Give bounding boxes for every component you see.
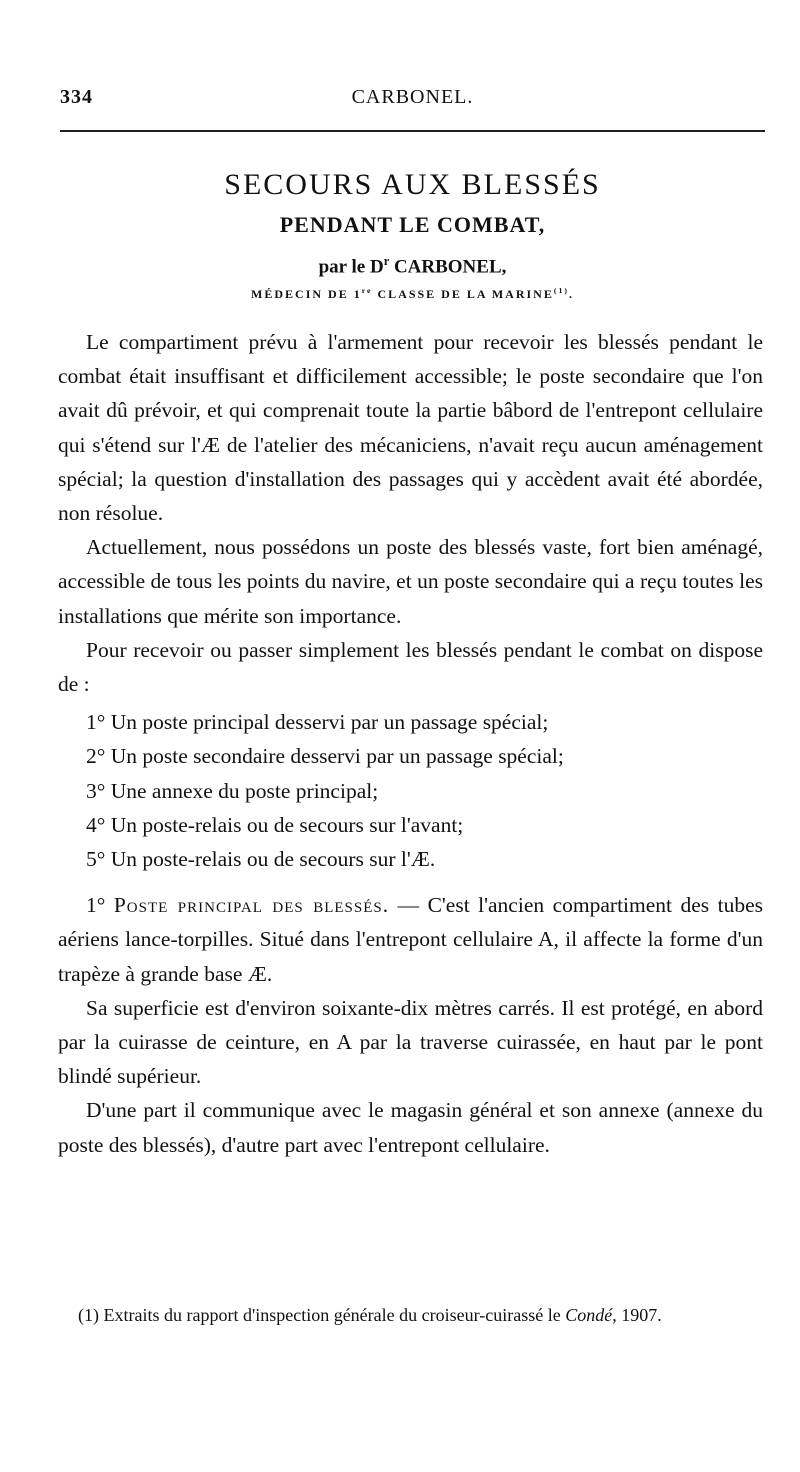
paragraph: Actuellement, nous possédons un poste des blessés vaste, fort bien aménagé, accessible de tous les points du navire, et un poste secondaire qui a reçu toutes les installations que mérite son importance. (58, 535, 763, 628)
section-text: — C'est l'ancien compartiment des tubes aériens lance-torpilles. Situé dans l'entrepont cellulaire A, il affecte la forme d'un trapèze à grande base Æ. (58, 893, 764, 986)
paragraph: Sa superficie est d'environ soixante-dix mètres carrés. Il est protégé, en abord par la cuirasse de ceinture, en A par la traverse cuirassée, en haut par le pont blindé supérieur. (58, 995, 763, 1089)
running-head: CARBONEL. (351, 86, 474, 108)
header-rule (60, 130, 765, 132)
footnote-reference[interactable]: (1) (553, 286, 569, 296)
section-number: 1° (86, 893, 106, 918)
article-subtitle: PENDANT LE COMBAT, (279, 212, 546, 237)
byline-prefix: par le D (318, 256, 384, 278)
paragraph: Pour recevoir ou passer simplement les blessés pendant le combat on dispose de : (58, 637, 763, 697)
page-header (60, 80, 765, 120)
numbered-list (58, 705, 763, 876)
section-paragraph (58, 888, 763, 991)
byline-sup: r (383, 254, 390, 268)
paragraph: Le compartiment prévu à l'armement pour recevoir les blessés pendant le combat était insuffisant et difficilement accessible; le poste secondaire que l'on avait dû prévoir, et qui comprenait toute la partie bâbord de l'entrepont cellulaire qui s'étend sur l'Æ de l'atelier des mécaniciens, n'avait reçu aucun aménagement spécial; la question d'installation des passages qui y accèdent avait été abordée, non résolue. (58, 330, 763, 526)
affiliation-tail: . (568, 287, 574, 302)
affiliation-rest: CLASSE DE LA MARINE (372, 287, 554, 302)
author-affiliation (60, 286, 765, 302)
list-item: 3° Une annexe du poste principal; (86, 778, 379, 803)
list-item: 1° Un poste principal desservi par un passage spécial; (86, 710, 549, 735)
affiliation-sup: re (361, 286, 373, 296)
article-body (58, 325, 763, 1162)
paragraph: D'une part il communique avec le magasin général et son annexe (annexe du poste des blessés), d'autre part avec l'entrepont cellulaire. (58, 1098, 763, 1157)
footnote (58, 1300, 763, 1330)
ship-name: Condé (565, 1305, 613, 1325)
article-title: SECOURS AUX BLESSÉS (224, 168, 601, 201)
author-name: CARBONEL, (389, 256, 507, 278)
list-item: 5° Un poste-relais ou de secours sur l'Æ. (86, 847, 436, 872)
list-item: 2° Un poste secondaire desservi par un passage spécial; (86, 744, 564, 769)
list-item: 4° Un poste-relais ou de secours sur l'avant; (86, 812, 464, 837)
affiliation-prefix: MÉDECIN DE 1 (251, 287, 362, 302)
section-heading: Poste principal des blessés. (113, 893, 390, 918)
author-byline (60, 254, 765, 278)
article-title-block (60, 168, 765, 302)
page-number: 334 (60, 86, 93, 108)
footnote-body: Extraits du rapport d'inspection générale du croiseur-cuirassé le (99, 1305, 566, 1325)
footnote-text (58, 1300, 763, 1330)
footnote-marker: (1) (78, 1305, 99, 1325)
footnote-year: , 1907. (612, 1305, 662, 1325)
